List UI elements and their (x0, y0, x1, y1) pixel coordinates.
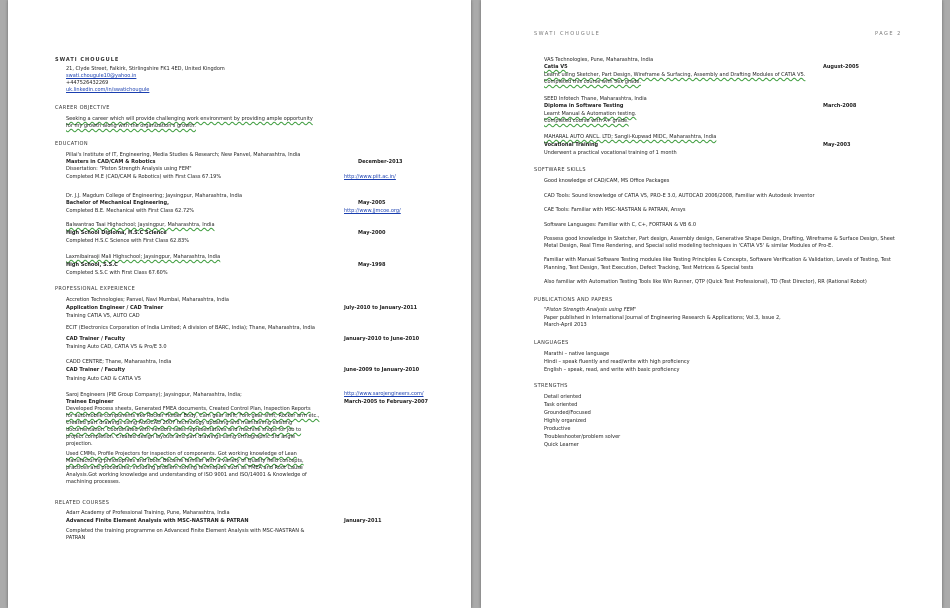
course-detail-2: Completed this course with 5ex grade. (544, 79, 641, 85)
edu-degree: High School, S.S.C (66, 262, 118, 268)
exp-date: June-2009 to January-2010 (344, 367, 420, 373)
linkedin-link[interactable]: uk.linkedin.com/in/swatichougule (66, 87, 150, 93)
phone: +447526432269 (66, 80, 109, 86)
page-header-number: PAGE 2 (875, 31, 902, 37)
edu-link[interactable]: http://www.piit.ac.in/ (344, 174, 396, 180)
skill-para-line: Also familiar with Automation Testing Tools like Win Runner, QTP (Quick Test Professional), TD (Test Director), RR (Rational Robot) (544, 279, 867, 285)
exp-detail: Training CATIA V5, AUTO CAD (66, 313, 140, 319)
course-detail-2: PATRAN (66, 535, 86, 541)
exp-date: July-2010 to January-2011 (344, 305, 418, 311)
objective-heading: CAREER OBJECTIVE (55, 105, 110, 111)
page-header-name: SWATI CHOUGULE (534, 31, 601, 37)
course-detail-2: Completed course with A+ grade. (544, 118, 629, 124)
skill-line: CAE Tools: Familiar with MSC-NASTRAN & PATRAN, Ansys (544, 207, 686, 213)
course-date: August-2005 (823, 64, 859, 70)
objective-text-line1: Seeking a career which will provide challenging work environment by providing ample opportunity (66, 116, 313, 122)
course-title: Vocational Training (544, 142, 599, 148)
edu-link[interactable]: http://www.jjmcoe.org/ (344, 208, 401, 214)
exp-link[interactable]: http://www.sarojengineers.com/ (344, 391, 424, 397)
edu-institution: Pillai's Institute of IT, Engineering, Media Studies & Research; New Panvel, Maharashtra, India (66, 152, 301, 158)
skill-line: Software Languages: Familiar with C, C+, FORTRAN & VB 6.0 (544, 222, 697, 228)
exp-desc-line: Developed Process sheets, Generated FMEA documents, Created Control Plan, Inspection Reports (66, 406, 311, 412)
exp-company: ECIT (Electronics Corporation of India Limited; A division of BARC, India); Thane, Maharashtra, India (66, 325, 315, 331)
skill-para-line: Familiar with Manual Software Testing modules like Testing Principles & Concepts, Software Verification & Validation, Levels of Testing, Test (544, 257, 891, 263)
strengths-heading: STRENGTHS (534, 383, 568, 389)
exp-company: Accretion Technologies; Panvel, Navi Mumbai, Maharashtra, India (66, 297, 229, 303)
exp-detail: Training Auto CAD & CATIA V5 (66, 376, 142, 382)
edu-result: Completed S.S.C with First Class 67.60% (66, 270, 168, 276)
strength-item: Highly organized (544, 418, 587, 424)
course-institution: MAHARAL AUTO ANCL. LTD; Sangli-Kupwad MIDC, Maharashtra, India (544, 134, 717, 140)
course-detail: Completed the training programme on Advanced Finite Element Analysis with MSC-NASTRAN & (66, 528, 305, 534)
skills-heading: SOFTWARE SKILLS (534, 167, 586, 173)
courses-heading: RELATED COURSES (55, 500, 110, 506)
languages-heading: LANGUAGES (534, 340, 569, 346)
edu-degree: Bachelor of Mechanical Engineering, (66, 200, 169, 206)
exp-desc-line: practices and procedures, including problem solving techniques such as FMEA and Root Cause (66, 465, 303, 471)
strength-item: Detail oriented (544, 394, 582, 400)
exp-company: CADD CENTRE; Thane, Maharashtra, India (66, 359, 172, 365)
course-date: March-2008 (823, 103, 857, 109)
strength-item: Quick Learner (544, 442, 579, 448)
objective-text-line2: for my growth along with the organization's growth. (66, 123, 196, 129)
strength-item: Troubleshooter/problem solver (544, 434, 621, 440)
address: 21, Clyde Street, Falkirk, Stirlingshire FK1 4ED, United Kingdom (66, 66, 225, 72)
edu-date: May-2000 (358, 230, 386, 236)
course-detail: Underwent a practical vocational training of 1 month (544, 150, 677, 156)
course-detail: Learnt using Sketcher, Part Design, Wireframe & Surfacing, Assembly and Drafting Modules of CATIA V5. (544, 72, 806, 78)
skill-para-line: Possess good knowledge in Sketcher, Part design, Assembly design, Generative Shape Design, Drafting, Wireframe & Surface Design, Sheet (544, 236, 895, 242)
exp-company: Saroj Engineers (PIE Group Company); Jaysingpur, Maharashtra, India; (66, 392, 242, 398)
exp-date: January-2010 to June-2010 (344, 336, 420, 342)
strength-item: Task oriented (544, 402, 578, 408)
course-date: May-2003 (823, 142, 851, 148)
publication-title: "Piston Strength Analysis using FEM" (544, 307, 637, 313)
exp-role: Application Engineer / CAD Trainer (66, 305, 164, 311)
edu-institution: Dr. J.J. Magdum College of Engineering; Jaysingpur, Maharashtra, India (66, 193, 243, 199)
course-institution: SEED Infotech Thane, Maharashtra, India (544, 96, 647, 102)
strength-item: Productive (544, 426, 571, 432)
edu-date: May-2005 (358, 200, 386, 206)
course-title: Advanced Finite Element Analysis with MSC-NASTRAN & PATRAN (66, 518, 249, 524)
course-date: January-2011 (344, 518, 382, 524)
skill-para-line: Metal Design, Real Time Rendering, and Special solid modeling techniques in 'CATIA V5' & similar Modules of Pro-E. (544, 243, 833, 249)
edu-institution: Balwantrao Taai Highschool; Jaysingpur, Maharashtra, India (66, 222, 215, 228)
edu-result: Completed B.E. Mechanical with First Class 62.72% (66, 208, 195, 214)
exp-role: Trainee Engineer (66, 399, 114, 405)
course-institution: VAS Technologies, Pune, Maharashtra, India (544, 57, 654, 63)
resume-page-2 (481, 0, 942, 608)
edu-institution: Laxmibairaoji Mali Highschool; Jaysingpur, Maharashtra, India (66, 254, 221, 260)
resume-page-1 (8, 0, 471, 608)
exp-detail: Training Auto CAD, CATIA V5 & Pro/E 3.0 (66, 344, 167, 350)
edu-date: December-2013 (358, 159, 403, 165)
skill-para-line: Planning, Test Design, Test Execution, Defect Tracking, Test Metrices & Special tests (544, 265, 754, 271)
exp-desc-line: Manufacturing philosophies and tools. Became familiar with a variety of Quality field concepts, (66, 458, 304, 464)
edu-result: Completed M.E (CAD/CAM & Robotics) with First Class 67.19% (66, 174, 222, 180)
edu-degree: Masters in CAD/CAM & Robotics (66, 159, 156, 165)
strength-item: Grounded/Focused (544, 410, 591, 416)
exp-desc-line: Created part drawings using AutoCAD 2007 technology updating and maintaining existing (66, 420, 293, 426)
exp-role: CAD Trainer / Faculty (66, 336, 125, 342)
exp-desc-line: projection. (66, 441, 93, 447)
exp-desc-line: documentation. Coordinated with vendors sales representatives and machine shops for job to (66, 427, 302, 433)
skill-line: CAD Tools: Sound knowledge of CATIA V5, PRO-E 3.0, AUTOCAD 2006/2008, Familiar with Autodesk Inventor (544, 193, 815, 199)
edu-result: Completed H.S.C Science with First Class 62.83% (66, 238, 190, 244)
experience-heading: PROFESSIONAL EXPERIENCE (55, 286, 136, 292)
publication-detail: Paper published in International Journal of Engineering Research & Applications; Vol.3, Issue 2, (544, 315, 781, 321)
course-title: Catia V5 (544, 64, 568, 70)
course-title: Diploma in Software Testing (544, 103, 624, 109)
exp-desc-line: Analysis.Got working knowledge and understanding of ISO 9001 and ISO/14001 & Knowledge of (66, 472, 307, 478)
publications-heading: PUBLICATIONS AND PAPERS (534, 297, 613, 303)
exp-desc-line: Used CMMs, Profile Projectors for inspection of components. Got working knowledge of Lean (66, 451, 297, 457)
course-institution: Adarr Academy of Professional Training, Pune, Maharashtra, India (66, 510, 230, 516)
exp-desc-line: for automobile components like Rocker Holder Body, Cam gear shift, Fork gear shift, Rocker arm etc., (66, 413, 320, 419)
email-link[interactable]: swati.chougule10@yahoo.in (66, 73, 137, 79)
exp-date: March-2005 to February-2007 (344, 399, 428, 405)
candidate-name: SWATI CHOUGULE (55, 57, 120, 63)
exp-desc-line: machining processes. (66, 479, 121, 485)
course-detail: Learnt Manual & Automation testing. (544, 111, 637, 117)
language-item: Hindi – speak fluently and read/write with high proficiency (544, 359, 690, 365)
edu-date: May-1998 (358, 262, 386, 268)
edu-detail: Dissertation: "Piston Strength Analysis using FEM" (66, 166, 192, 172)
language-item: English – speak, read, and write with basic proficiency (544, 367, 680, 373)
publication-date: March-April 2013 (544, 322, 587, 328)
exp-role: CAD Trainer / Faculty (66, 367, 125, 373)
education-heading: EDUCATION (55, 141, 88, 147)
language-item: Marathi – native language (544, 351, 610, 357)
skill-line: Good knowledge of CAD/CAM, MS Office Packages (544, 178, 670, 184)
edu-degree: High School Diploma, H.S.C Science (66, 230, 167, 236)
exp-desc-line: project completion. Created design layouts and part drawings using orthographic 3rd angle (66, 434, 296, 440)
